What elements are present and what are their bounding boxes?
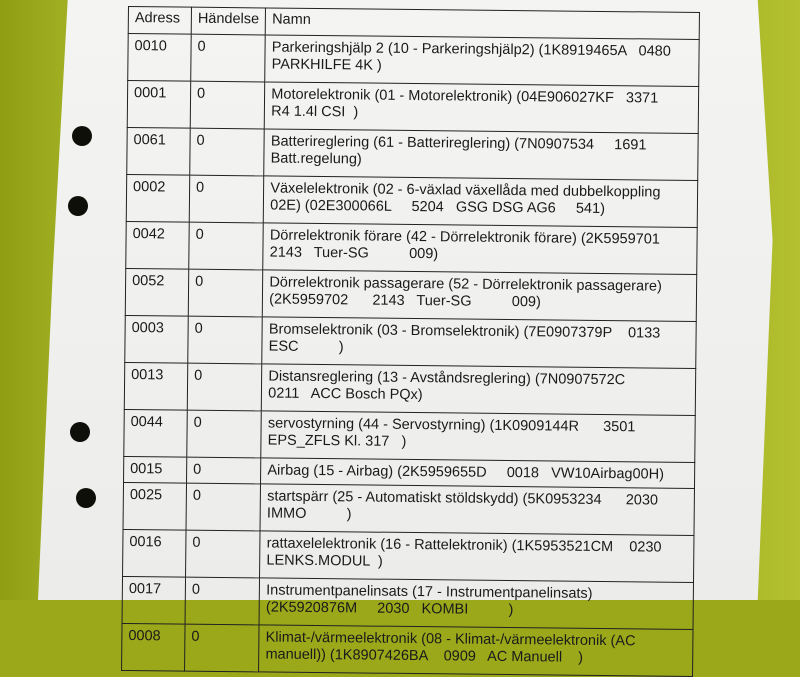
address-cell: 0052 [125,268,188,316]
name-cell [263,270,697,322]
table-row [122,576,693,629]
event-cell: 0 [188,269,263,317]
event-cell: 0 [185,624,260,672]
name-cell [259,578,693,630]
event-cell: 0 [189,222,264,270]
punch-hole [68,196,88,216]
name-line: IMMO ) [266,505,352,523]
event-cell: 0 [187,457,262,484]
table-row [126,221,697,274]
name-line: R4 1.4l CSI ) [271,103,359,121]
name-cell [260,531,694,583]
name-cell [262,317,696,369]
name-line: Batterireglering (61 - Batterireglering) (7N0907534 1691 [270,133,647,154]
punch-hole [72,126,92,146]
event-cell: 0 [189,175,264,223]
name-cell [261,411,695,463]
address-cell: 0013 [124,362,187,410]
name-line: EPS_ZFLS Kl. 317 ) [267,432,407,450]
address-cell: 0015 [124,456,187,483]
event-cell: 0 [187,363,262,411]
address-cell: 0044 [124,409,187,457]
table-row [124,362,695,415]
name-line: 2143 Tuer-SG 009) [269,244,439,263]
name-line: 02E) (02E300066L 5204 GSG DSG AG6 541) [270,197,606,218]
header-address: Adress [128,7,191,35]
name-line: Instrumentpanelinsats (17 - Instrumentpanelinsats) [266,582,593,602]
event-cell: 0 [187,410,262,458]
name-cell [259,625,693,677]
address-cell: 0010 [128,34,191,82]
name-line: Distansreglering (13 - Avståndsreglering) (7N0907572C [268,368,626,389]
event-cell: 0 [186,483,261,531]
table-row [123,482,694,535]
name-line: (2K5959702 2143 Tuer-SG 009) [269,291,541,311]
header-event: Händelse [191,7,266,35]
event-cell: 0 [185,577,260,625]
address-cell: 0061 [127,127,190,175]
name-cell [264,176,698,228]
name-line: Dörrelektronik förare (42 - Dörrelektronik förare) (2K5959701 [269,227,660,248]
table-row [127,81,698,134]
address-cell: 0001 [127,81,190,129]
name-line: LENKS.MODUL ) [266,552,383,570]
table-row [128,34,699,87]
name-cell [263,223,697,275]
name-line: Dörrelektronik passagerare (52 - Dörrelektronik passagerare) [269,274,662,295]
name-line: rattaxelelektronik (16 - Rattelektronik) (1K5953521CM 0230 [266,535,662,556]
event-cell: 0 [186,530,261,578]
table-row [125,268,696,321]
table-row [127,127,698,180]
table-row [122,623,693,676]
header-name: Namn [265,8,699,40]
name-line: (2K5920876M 2030 KOMBI ) [265,599,514,619]
name-cell [262,364,696,416]
name-line: Klimat-/värmeelektronik (08 - Klimat-/värmeelektronik (AC [265,629,636,650]
table-body [122,34,700,677]
event-cell: 0 [191,34,266,82]
name-line: ESC ) [268,338,344,356]
punch-hole [70,422,90,442]
name-line: PARKHILFE 4K ) [271,56,382,74]
name-line: Parkeringshjälp 2 (10 - Parkeringshjälp2) (1K8919465A 0480 [271,39,671,60]
table-row [123,529,694,582]
address-cell: 0016 [123,529,186,577]
name-line: 0211 ACC Bosch PQx) [268,385,423,404]
table-row [126,174,697,227]
name-line: startspärr (25 - Automatiskt stöldskydd) (5K0953234 2030 [267,488,659,509]
table-row [124,409,695,462]
event-cell: 0 [190,81,265,129]
address-cell: 0003 [125,315,188,363]
name-line: manuell)) (1K8907426BA 0909 AC Manuell ) [265,646,584,666]
address-cell: 0042 [126,221,189,269]
name-line: Airbag (15 - Airbag) (2K5959655D 0018 VW10Airbag00H) [267,462,665,483]
punch-hole [76,488,96,508]
name-line: Batt.regelung) [270,150,362,168]
name-line: Bromselektronik (03 - Bromselektronik) (7E0907379P 0133 [268,321,661,342]
table-row [125,315,696,368]
address-cell: 0017 [122,576,185,624]
event-cell: 0 [190,128,265,176]
name-cell [260,484,694,536]
name-line: Motorelektronik (01 - Motorelektronik) (04E906027KF 3371 [271,86,659,107]
module-table [121,6,700,677]
address-cell: 0002 [126,174,189,222]
event-cell: 0 [188,316,263,364]
address-cell: 0008 [122,623,185,671]
name-cell [264,129,698,181]
name-line: servostyrning (44 - Servostyrning) (1K0909144R 3501 [267,415,636,436]
name-line: Växelelektronik (02 - 6-växlad växellåda med dubbelkoppling [270,180,661,201]
name-cell [264,82,698,134]
name-cell [265,35,699,87]
address-cell: 0025 [123,482,186,530]
